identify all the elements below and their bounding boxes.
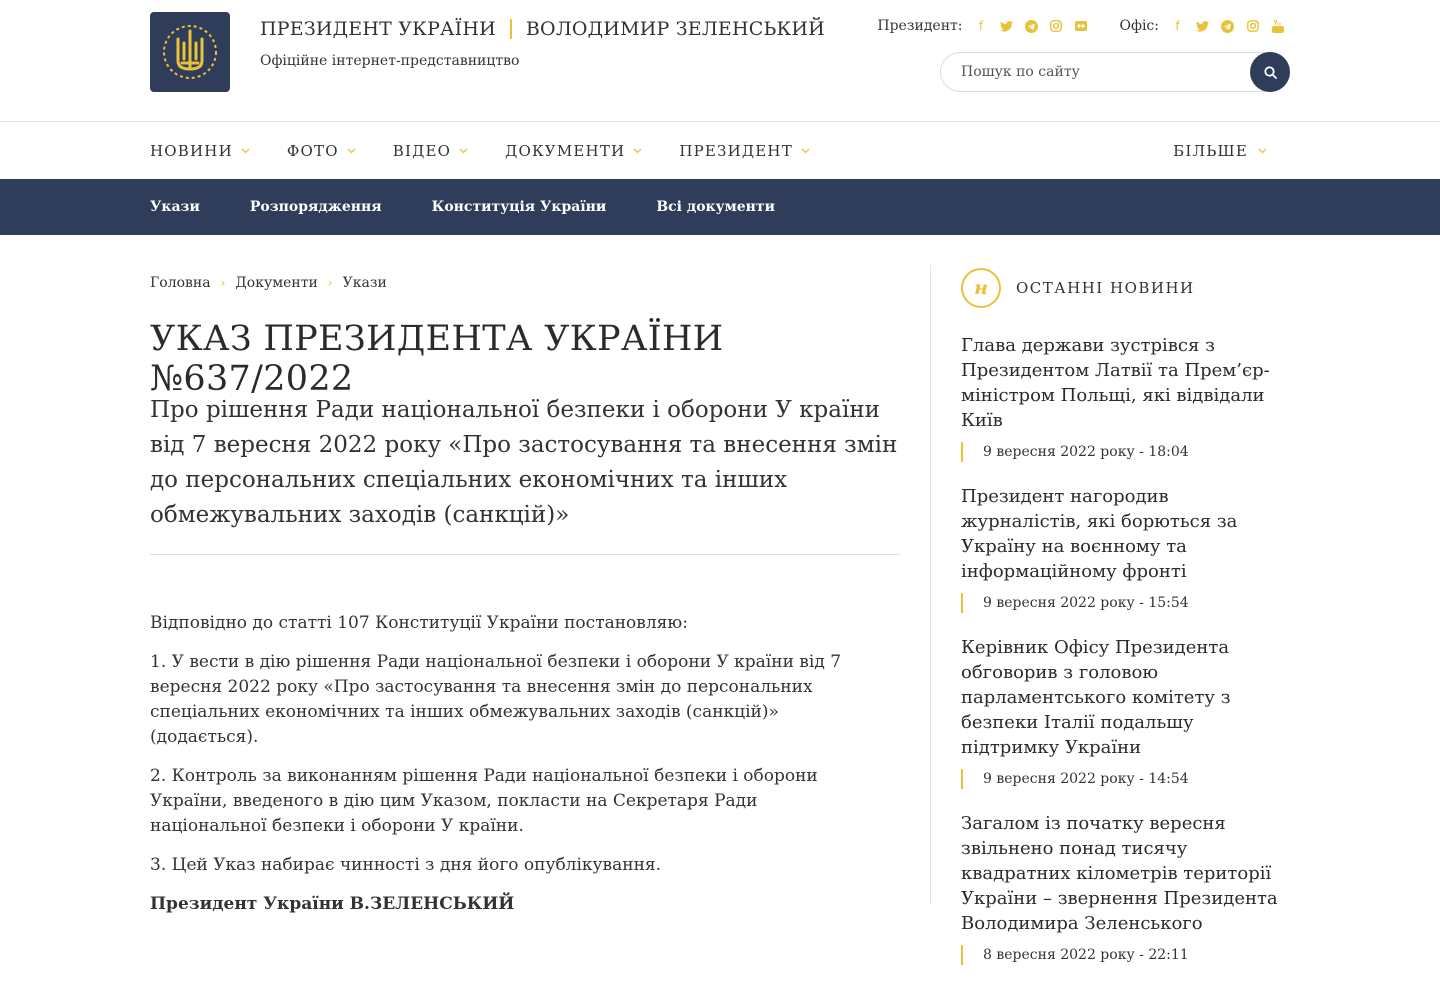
telegram-icon[interactable] [1025,20,1038,33]
page-title: УКАЗ ПРЕЗИДЕНТА УКРАЇНИ №637/2022 [150,319,724,399]
breadcrumb-home[interactable]: Головна [150,275,211,291]
nav-item-documents[interactable]: ДОКУМЕНТИ [505,142,643,160]
latest-news-header [961,268,1195,308]
news-item [961,811,1291,965]
search-box [940,52,1290,92]
sub-nav [0,179,1440,235]
chevron-down-icon [241,146,251,156]
nav-item-photo[interactable]: ФОТО [287,142,357,160]
subnav-item-orders[interactable]: Розпорядження [249,199,382,215]
main-nav [0,122,1440,179]
chevron-down-icon [801,146,811,156]
news-date: 9 вересня 2022 року - 18:04 [961,442,1291,462]
site-header [0,0,1440,122]
news-title[interactable]: Загалом із початку вересня звільнено понад тисячу квадратних кілометрів території України – звернення Президента Володимира Зеленського [961,813,1278,934]
nav-item-video[interactable]: ВІДЕО [393,142,469,160]
chevron-down-icon [459,146,469,156]
nav-item-news[interactable]: НОВИНИ [150,142,251,160]
subnav-item-decrees[interactable]: Укази [150,199,200,215]
youtube-icon[interactable] [1271,20,1284,33]
nav-item-more[interactable]: БІЛЬШЕ [1173,122,1268,179]
news-date: 8 вересня 2022 року - 22:11 [961,945,1291,965]
breadcrumb-documents[interactable]: Документи [235,275,318,291]
instagram-icon[interactable] [1246,20,1259,33]
news-title[interactable]: Глава держави зустрівся з Президентом Латвії та Прем’єр-міністром Польщі, які відвідали Київ [961,335,1270,431]
news-item [961,635,1291,789]
news-title[interactable]: Президент нагородив журналістів, які борються за Україну на воєнному та інформаційному фронті [961,486,1238,582]
article-body [150,611,870,931]
search-input[interactable] [941,53,1241,91]
article-paragraph: Відповідно до статті 107 Конституції України постановляю: [150,613,688,633]
chevron-down-icon [1258,146,1268,156]
chevron-right-icon: › [220,276,226,290]
coat-of-arms-logo[interactable] [150,12,230,92]
news-date: 9 вересня 2022 року - 15:54 [961,593,1291,613]
twitter-icon[interactable] [1000,20,1013,33]
article-signature: Президент України В.ЗЕЛЕНСЬКИЙ [150,894,515,914]
news-date: 9 вересня 2022 року - 14:54 [961,769,1291,789]
chevron-right-icon: › [327,276,333,290]
news-item [961,333,1291,462]
article-subtitle: Про рішення Ради національної безпеки і оборони У країни від 7 вересня 2022 року «Про застосування та внесення змін до персональних спеціальних економічних та інших обмежувальних заходів (санкцій)» [150,397,898,528]
nav-item-president[interactable]: ПРЕЗИДЕНТ [679,142,811,160]
article-paragraph: 1. У вести в дію рішення Ради національної безпеки і оборони У країни від 7 вересня 2022 року «Про застосування та внесення змін до персональних спеціальних економічних та інших обмежувальних заходів (санкцій)» (додається). [150,652,842,747]
search-button[interactable] [1250,52,1290,92]
column-divider [930,265,931,905]
search-icon [1264,66,1277,79]
social-president-label: Президент: [877,18,963,34]
chevron-down-icon [633,146,643,156]
site-title-name: ВОЛОДИМИР ЗЕЛЕНСЬКИЙ [525,18,825,40]
site-title-president: ПРЕЗИДЕНТ УКРАЇНИ [260,18,496,40]
site-subtitle: Офіційне інтернет-представництво [260,53,520,69]
chevron-down-icon [347,146,357,156]
site-title[interactable] [260,18,825,40]
facebook-icon[interactable]: f [978,19,984,33]
social-links [877,16,1290,36]
social-office-label: Офіс: [1119,18,1159,34]
news-list [961,333,1291,987]
subnav-item-constitution[interactable]: Конституція України [431,199,607,215]
breadcrumb-decrees[interactable]: Укази [342,275,387,291]
news-badge-icon: н [961,268,1001,308]
article-paragraph: 2. Контроль за виконанням рішення Ради національної безпеки і оборони України, введеного в дію цим Указом, покласти на Секретаря Ради національної безпеки і оборони У країни. [150,766,818,836]
article-paragraph: 3. Цей Указ набирає чинності з дня його опублікування. [150,855,662,875]
flickr-icon[interactable] [1075,20,1088,33]
twitter-icon[interactable] [1196,20,1209,33]
facebook-icon[interactable]: f [1175,19,1180,33]
breadcrumb [150,275,387,291]
divider [150,554,900,555]
news-title[interactable]: Керівник Офісу Президента обговорив з головою парламентського комітету з безпеки Італії подальшу підтримку України [961,637,1231,758]
subnav-item-all-documents[interactable]: Всі документи [656,199,775,215]
instagram-icon[interactable] [1050,20,1063,33]
latest-news-heading[interactable]: ОСТАННІ НОВИНИ [1016,279,1195,297]
telegram-icon[interactable] [1221,20,1234,33]
title-separator [510,19,512,39]
news-item [961,484,1291,613]
